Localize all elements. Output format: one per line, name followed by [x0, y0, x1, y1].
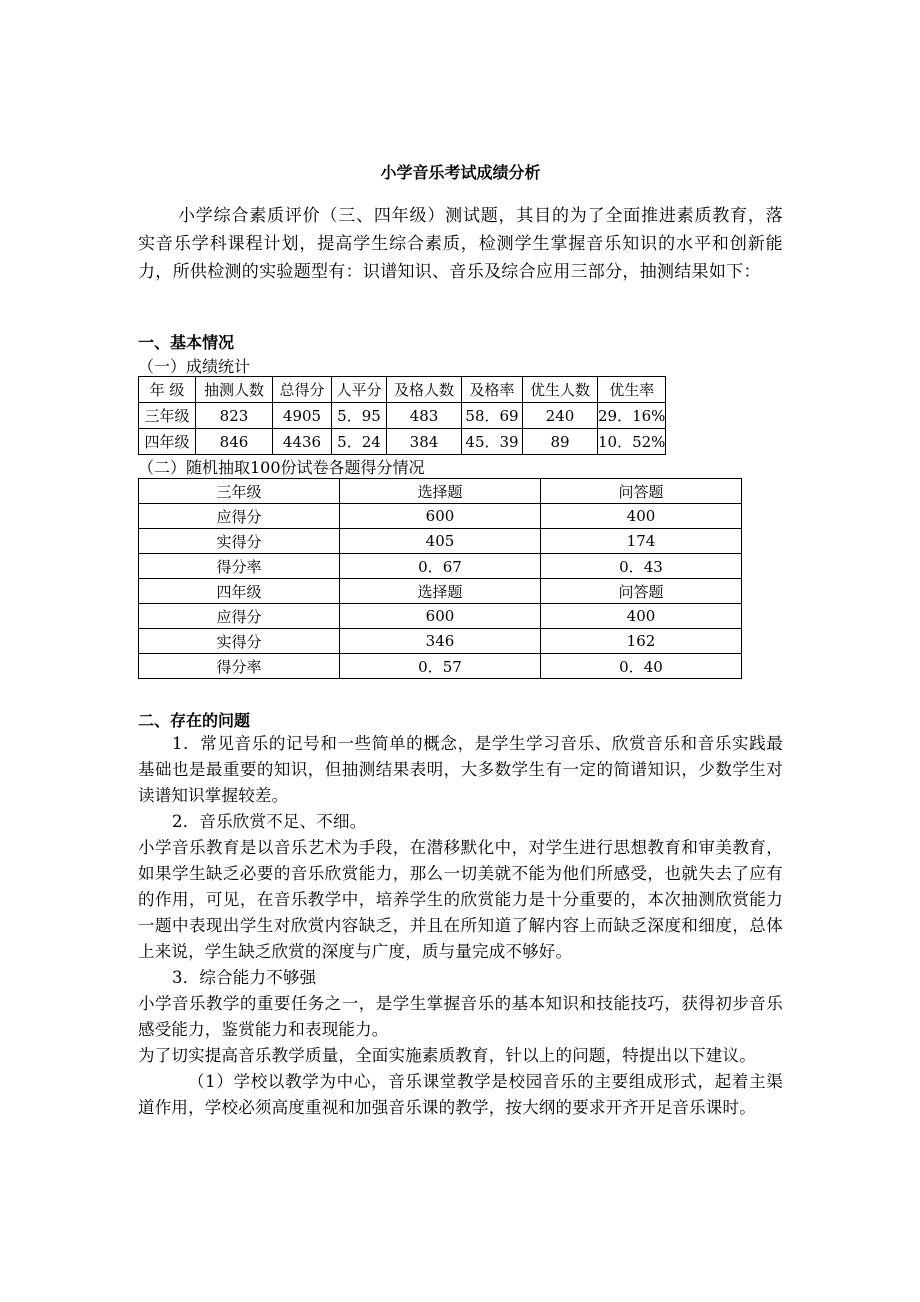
table-cell: 0．40	[541, 654, 742, 679]
issue-3-heading: 3．综合能力不够强	[172, 968, 317, 987]
section2-heading: 二、存在的问题	[138, 711, 251, 730]
table-header-cell: 总得分	[273, 377, 332, 403]
table-cell: 5．24	[332, 429, 387, 455]
table-cell: 10．52%	[598, 429, 666, 455]
table-cell: 应得分	[139, 504, 340, 529]
table-cell: 四年级	[139, 429, 196, 455]
issue-2-heading: 2．音乐欣赏不足、不细。	[172, 812, 367, 831]
table-row	[139, 579, 742, 604]
table-cell: 400	[541, 504, 742, 529]
intro-paragraph: 小学综合素质评价（三、四年级）测试题，其目的为了全面推进素质教育，落实音乐学科课程计划，提高学生综合素质，检测学生掌握音乐知识的水平和创新能力，所供检测的实验题型有：识谱知识、音乐及综合应用三部分，抽测结果如下：	[138, 206, 783, 282]
table-header-cell: 抽测人数	[196, 377, 273, 403]
table-header-cell: 及格率	[462, 377, 523, 403]
table-cell: 600	[340, 504, 541, 529]
table-row	[139, 604, 742, 629]
issue-2-paragraph: 小学音乐教育是以音乐艺术为手段，在潜移默化中，对学生进行思想教育和审美教育，如果学生缺乏必要的音乐欣赏能力，那么一切美就不能为他们所感受，也就失去了应有的作用，可见，在音乐教学中，培养学生的欣赏能力是十分重要的，本次抽测欣赏能力一题中表现出学生对欣赏内容缺乏，并且在所知道了解内容上而缺乏深度和细度，总体上来说，学生缺乏欣赏的深度与广度，质与量完成不够好。	[138, 838, 783, 961]
table-cell: 58．69	[462, 403, 523, 429]
table-cell: 实得分	[139, 629, 340, 654]
table-row	[139, 403, 666, 429]
score-stats-table	[138, 376, 666, 455]
table-cell: 选择题	[340, 579, 541, 604]
table-cell: 三年级	[139, 479, 340, 504]
table-cell: 29．16%	[598, 403, 666, 429]
table-header-row	[139, 377, 666, 403]
table-cell: 846	[196, 429, 273, 455]
suggestion-1-paragraph: （1）学校以教学为中心，音乐课堂教学是校园音乐的主要组成形式，起着主渠道作用，学校必须高度重视和加强音乐课的教学，按大纲的要求开齐开足音乐课时。	[138, 1072, 783, 1117]
table-cell: 0．43	[541, 554, 742, 579]
table-cell: 得分率	[139, 554, 340, 579]
page-title: 小学音乐考试成绩分析	[380, 163, 541, 182]
issue-1-paragraph: 1．常见音乐的记号和一些简单的概念，是学生学习音乐、欣赏音乐和音乐实践最基础也是最重要的知识，但抽测结果表明，大多数学生有一定的简谱知识，少数学生对读谱知识掌握较差。	[138, 734, 783, 805]
table-row	[139, 479, 742, 504]
table-cell: 346	[340, 629, 541, 654]
table-cell: 240	[523, 403, 598, 429]
table-row	[139, 429, 666, 455]
table-cell: 选择题	[340, 479, 541, 504]
table-cell: 405	[340, 529, 541, 554]
table-cell: 4905	[273, 403, 332, 429]
table-cell: 823	[196, 403, 273, 429]
table-cell: 400	[541, 604, 742, 629]
section2-body	[138, 731, 783, 1121]
table-cell: 89	[523, 429, 598, 455]
table-cell: 174	[541, 529, 742, 554]
table-row	[139, 554, 742, 579]
table-cell: 三年级	[139, 403, 196, 429]
table-cell: 384	[387, 429, 462, 455]
sample-scores-table	[138, 478, 742, 679]
table-cell: 483	[387, 403, 462, 429]
table-header-cell: 人平分	[332, 377, 387, 403]
table-header-cell: 年 级	[139, 377, 196, 403]
section1-heading: 一、基本情况	[138, 333, 235, 352]
issue-3-paragraph: 小学音乐教学的重要任务之一，是学生掌握音乐的基本知识和技能技巧，获得初步音乐感受能力，鉴赏能力和表现能力。	[138, 994, 783, 1039]
table-cell: 0．57	[340, 654, 541, 679]
table-cell: 得分率	[139, 654, 340, 679]
table-cell: 162	[541, 629, 742, 654]
table-header-cell: 优生人数	[523, 377, 598, 403]
table-cell: 0．67	[340, 554, 541, 579]
table-row	[139, 629, 742, 654]
subsection-sample-scores: （二）随机抽取100份试卷各题得分情况	[138, 458, 425, 477]
table-cell: 45．39	[462, 429, 523, 455]
table-row	[139, 654, 742, 679]
table-cell: 四年级	[139, 579, 340, 604]
table-cell: 问答题	[541, 479, 742, 504]
table-row	[139, 504, 742, 529]
table-header-cell: 优生率	[598, 377, 666, 403]
suggestion-intro-paragraph: 为了切实提高音乐教学质量，全面实施素质教育，针以上的问题，特提出以下建议。	[138, 1046, 756, 1065]
subsection-score-stats: （一）成绩统计	[138, 357, 251, 376]
table-cell: 600	[340, 604, 541, 629]
table-cell: 问答题	[541, 579, 742, 604]
table-row	[139, 529, 742, 554]
table-cell: 4436	[273, 429, 332, 455]
table-cell: 实得分	[139, 529, 340, 554]
table-cell: 应得分	[139, 604, 340, 629]
table-cell: 5．95	[332, 403, 387, 429]
table-header-cell: 及格人数	[387, 377, 462, 403]
